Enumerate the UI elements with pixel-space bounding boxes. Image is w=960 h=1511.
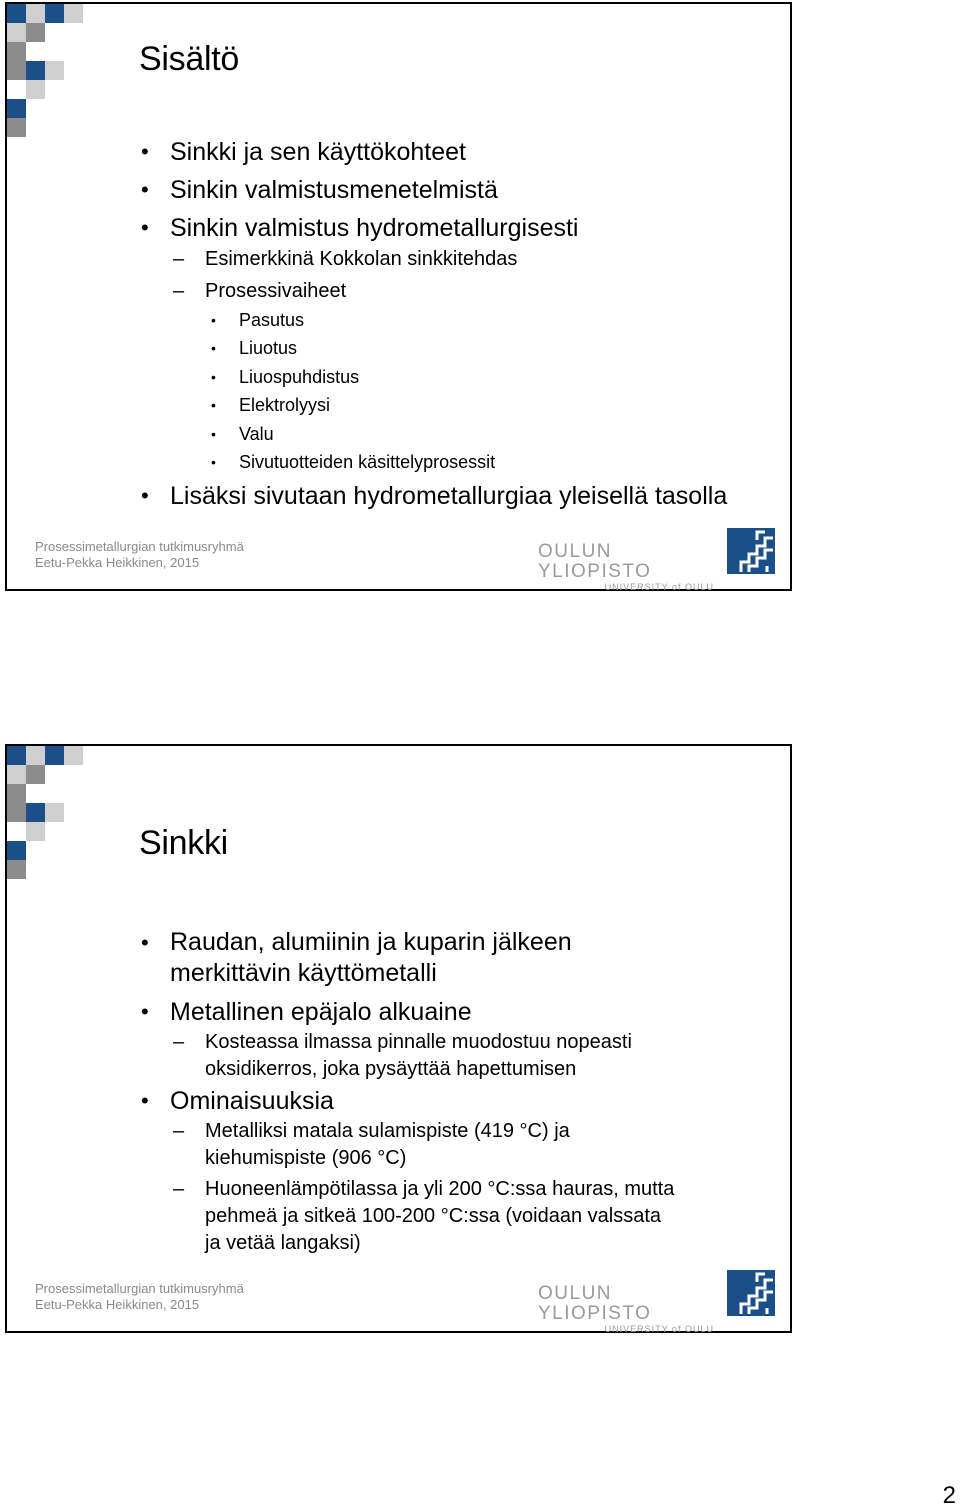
list-item: • Sinkki ja sen käyttökohteet: [139, 136, 780, 168]
list-item: • Lisäksi sivutaan hydrometallurgiaa yleisellä tasolla: [139, 480, 780, 512]
list-item: • Valu: [139, 420, 780, 448]
deco-square: [7, 118, 26, 137]
list-item: • Sinkin valmistus hydrometallurgisesti: [139, 212, 780, 244]
slide-title: Sinkki: [139, 824, 228, 862]
list-item: • Metallinen epäjalo alkuaine: [139, 996, 680, 1028]
university-logo-icon: [727, 1270, 775, 1316]
slide-footer: [35, 1281, 244, 1313]
slide-1: [5, 2, 792, 591]
deco-square: [26, 23, 45, 42]
deco-square: [26, 61, 45, 80]
list-item: • Elektrolyysi: [139, 391, 780, 419]
deco-square: [45, 803, 64, 822]
deco-square: [7, 746, 26, 765]
slide-title: Sisältö: [139, 40, 239, 78]
logo-main-text: OULUN YLIOPISTO: [538, 1283, 652, 1324]
deco-square: [7, 99, 26, 118]
deco-square: [26, 80, 45, 99]
deco-square: [7, 765, 26, 784]
logo-main-text: OULUN YLIOPISTO: [538, 541, 652, 582]
university-logo-icon: [727, 528, 775, 574]
list-item: • Raudan, alumiinin ja kuparin jälkeen merkittävin käyttömetalli: [139, 927, 680, 989]
list-item: – Kosteassa ilmassa pinnalle muodostuu nopeasti oksidikerros, joka pysäyttää hapettumisen: [139, 1029, 680, 1083]
deco-square: [7, 841, 26, 860]
university-logo-text: [538, 542, 718, 592]
deco-square: [7, 61, 26, 80]
deco-square: [26, 803, 45, 822]
footer-author: Eetu-Pekka Heikkinen, 2015: [35, 1297, 200, 1312]
slide-footer: [35, 539, 244, 571]
deco-square: [7, 860, 26, 879]
slide-2: [5, 744, 792, 1333]
footer-author: Eetu-Pekka Heikkinen, 2015: [35, 555, 200, 570]
list-item: • Liuospuhdistus: [139, 363, 780, 391]
deco-square: [7, 784, 26, 803]
deco-square: [7, 42, 26, 61]
logo-sub-text: UNIVERSITY of OULU: [604, 582, 714, 592]
deco-square: [7, 4, 26, 23]
deco-square: [64, 746, 83, 765]
list-item: – Metalliksi matala sulamispiste (419 °C) ja kiehumispiste (906 °C): [139, 1118, 680, 1172]
deco-square: [26, 822, 45, 841]
page-number: 2: [942, 1482, 956, 1509]
deco-square: [26, 765, 45, 784]
list-item: – Huoneenlämpötilassa ja yli 200 °C:ssa hauras, mutta pehmeä ja sitkeä 100-200 °C:ssa (voidaan valssata ja vetää langaksi): [139, 1176, 680, 1257]
logo-sub-text: UNIVERSITY of OULU: [604, 1324, 714, 1334]
list-item: • Sivutuotteiden käsittelyprosessit: [139, 448, 780, 476]
list-item: • Liuotus: [139, 334, 780, 362]
deco-square: [45, 61, 64, 80]
bullet-list: [139, 927, 680, 1257]
list-item: – Esimerkkinä Kokkolan sinkkitehdas: [139, 246, 780, 273]
deco-square: [45, 4, 64, 23]
deco-square: [26, 4, 45, 23]
footer-group-name: Prosessimetallurgian tutkimusryhmä: [35, 539, 244, 554]
list-item: • Ominaisuuksia: [139, 1085, 680, 1117]
university-logo-text: [538, 1284, 718, 1334]
deco-square: [7, 803, 26, 822]
deco-square: [64, 4, 83, 23]
deco-square: [7, 23, 26, 42]
deco-square: [45, 746, 64, 765]
list-item: • Pasutus: [139, 306, 780, 334]
footer-group-name: Prosessimetallurgian tutkimusryhmä: [35, 1281, 244, 1296]
list-item: • Sinkin valmistusmenetelmistä: [139, 174, 780, 206]
list-item: – Prosessivaiheet: [139, 278, 780, 305]
deco-square: [26, 746, 45, 765]
bullet-list: [139, 136, 780, 512]
